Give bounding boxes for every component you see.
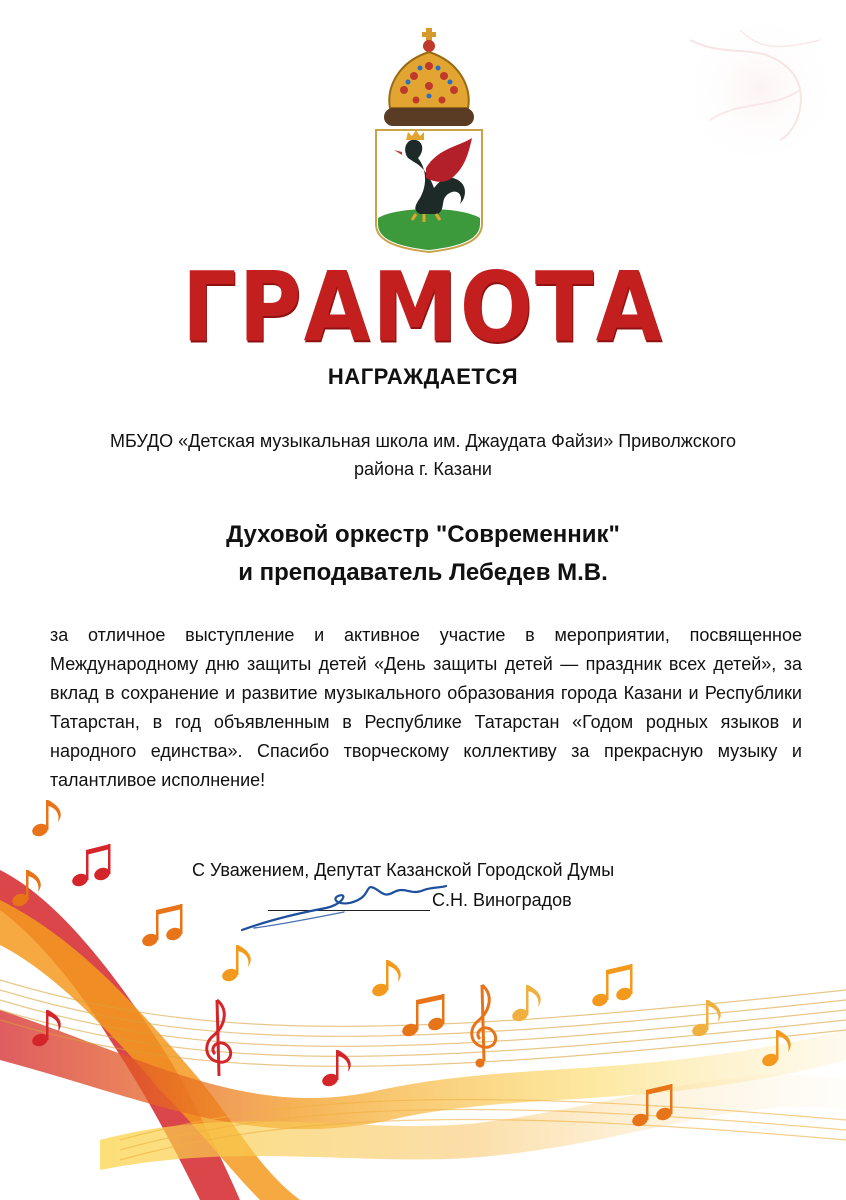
music-note-icon [590,964,633,1008]
handwritten-signature-icon [234,878,454,938]
signer-title: С Уважением, Депутат Казанской Городской Думы [192,860,615,880]
music-note-icon [400,994,445,1038]
award-reason-text: за отличное выступление и активное участие в мероприятии, посвященное Международному дню защиты детей «День защиты детей — праздник всех детей», за вклад в сохранение и развитие музыкального образования города Казани и Республики Татарстан, в год объявленным в Республике Татарстан «Годом родных языков и народного единства». Спасибо творческому коллективу за прекрасную музыку и талантливое исполнение! [50,625,802,790]
certificate-title: ГРАМОТА [181,252,665,364]
music-note-icon [70,844,111,888]
floral-corner-decoration [680,10,840,170]
treble-clef-icon [472,985,496,1066]
treble-clef-icon [207,1000,231,1076]
awarded-label: НАГРАЖДАЕТСЯ [327,364,519,389]
recipient-line-1: Духовой оркестр "Современник" [226,521,620,548]
music-note-icon [140,904,183,948]
music-note-icon [220,945,250,983]
music-note-icon [510,985,540,1023]
organization-line-2: района г. Казани [354,459,492,479]
recipients [0,516,846,592]
signer-name: С.Н. Виноградов [432,890,572,910]
recipient-line-2: и преподаватель Лебедев М.В. [238,559,608,586]
organization-name [60,427,786,483]
organization-line-1: МБУДО «Детская музыкальная школа им. Джаудата Файзи» Приволжского [109,431,737,451]
kazan-coat-of-arms-icon [368,28,490,258]
music-note-icon [370,960,400,998]
music-note-icon [30,800,60,838]
